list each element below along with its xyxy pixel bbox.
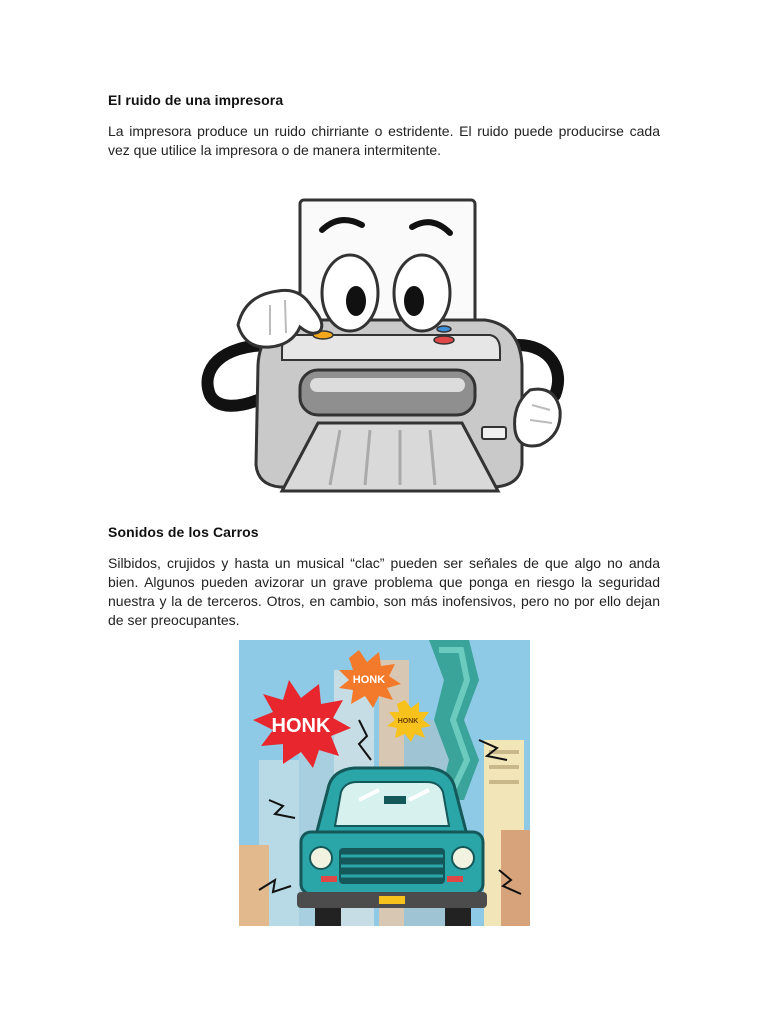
honk-burst-large-text: HONK (271, 715, 331, 737)
section-heading-printer: El ruido de una impresora (108, 92, 284, 108)
section-paragraph-cars: Silbidos, crujidos y hasta un musical “clac” pueden ser señales de que algo no anda bien. Algunos pueden avizorar un grave problema que ponga en riesgo la seguridad nuestra y la de terceros. Otros, en cambio, son más inofensivos, pero no por ello dejan de ser preocupantes. (108, 555, 660, 628)
honk-burst-medium-text: HONK (352, 674, 386, 686)
car-honk-illustration (239, 640, 530, 926)
section-heading-cars: Sonidos de los Carros (108, 524, 259, 540)
printer-mascot-illustration (200, 195, 570, 500)
honk-burst-small-text: HONK (397, 718, 419, 725)
section-paragraph-printer: La impresora produce un ruido chirriante o estridente. El ruido puede producirse cada vez que utilice la impresora o de manera intermitente. (108, 123, 660, 158)
